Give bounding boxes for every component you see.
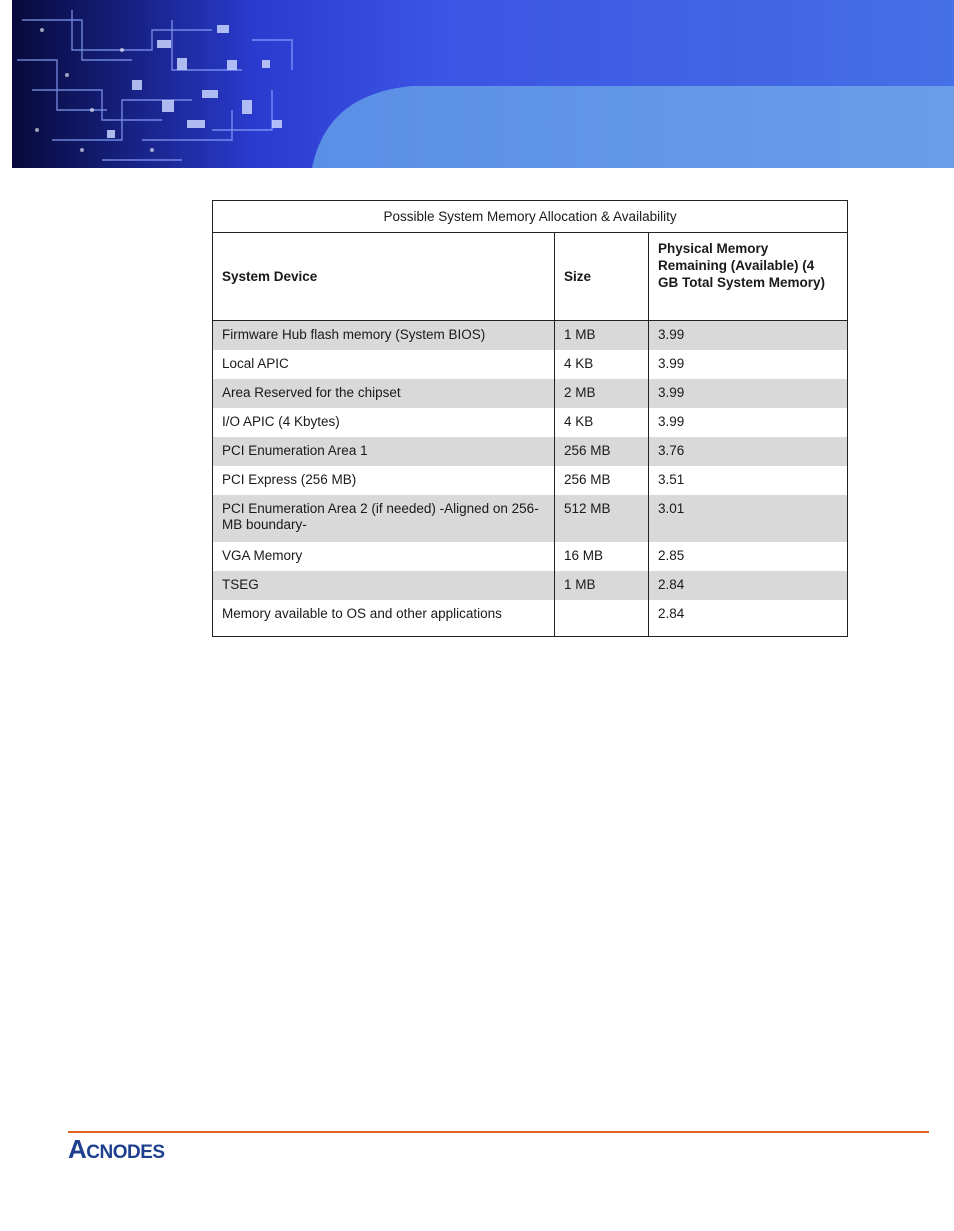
table-row [213,600,848,637]
cell-remaining: 2.85 [649,542,848,571]
cell-device: Firmware Hub flash memory (System BIOS) [213,321,555,350]
table-row [213,408,848,437]
acnodes-logo [68,1137,228,1161]
cell-remaining: 3.51 [649,466,848,495]
table-row [213,437,848,466]
cell-size: 1 MB [555,571,649,600]
cell-remaining: 3.99 [649,321,848,350]
cell-device: TSEG [213,571,555,600]
cell-size: 16 MB [555,542,649,571]
header-banner-image [12,0,954,168]
cell-size: 2 MB [555,379,649,408]
cell-device: Local APIC [213,350,555,379]
cell-size: 4 KB [555,350,649,379]
table-row [213,542,848,571]
table-header-row [213,233,848,321]
cell-size: 4 KB [555,408,649,437]
logo-text: ACNODES [68,1137,165,1161]
cell-size [555,600,649,637]
cell-device: Memory available to OS and other applications [213,600,555,637]
cell-size: 1 MB [555,321,649,350]
cell-size: 512 MB [555,495,649,542]
memory-allocation-table [212,200,848,637]
cell-remaining: 3.76 [649,437,848,466]
table-row [213,350,848,379]
cell-device: Area Reserved for the chipset [213,379,555,408]
header-physical-memory-remaining: Physical Memory Remaining (Available) (4 GB Total System Memory) [649,233,848,321]
cell-remaining: 2.84 [649,571,848,600]
cell-size: 256 MB [555,437,649,466]
cell-remaining: 3.99 [649,408,848,437]
header-size: Size [555,233,649,321]
cell-device: VGA Memory [213,542,555,571]
table-title: Possible System Memory Allocation & Availability [213,201,848,233]
cell-remaining: 3.99 [649,379,848,408]
cell-device: PCI Enumeration Area 1 [213,437,555,466]
table-row [213,495,848,542]
table-row [213,571,848,600]
cell-size: 256 MB [555,466,649,495]
cell-remaining: 2.84 [649,600,848,637]
footer-divider [68,1131,929,1133]
cell-remaining: 3.99 [649,350,848,379]
table-row [213,321,848,350]
memory-allocation-table-container [212,200,847,637]
cell-device: PCI Enumeration Area 2 (if needed) -Aligned on 256-MB boundary- [213,495,555,542]
cell-remaining: 3.01 [649,495,848,542]
table-row [213,379,848,408]
table-title-row [213,201,848,233]
cell-device: I/O APIC (4 Kbytes) [213,408,555,437]
table-row [213,466,848,495]
circuit-board-graphic [12,0,954,168]
cell-device: PCI Express (256 MB) [213,466,555,495]
header-system-device: System Device [213,233,555,321]
